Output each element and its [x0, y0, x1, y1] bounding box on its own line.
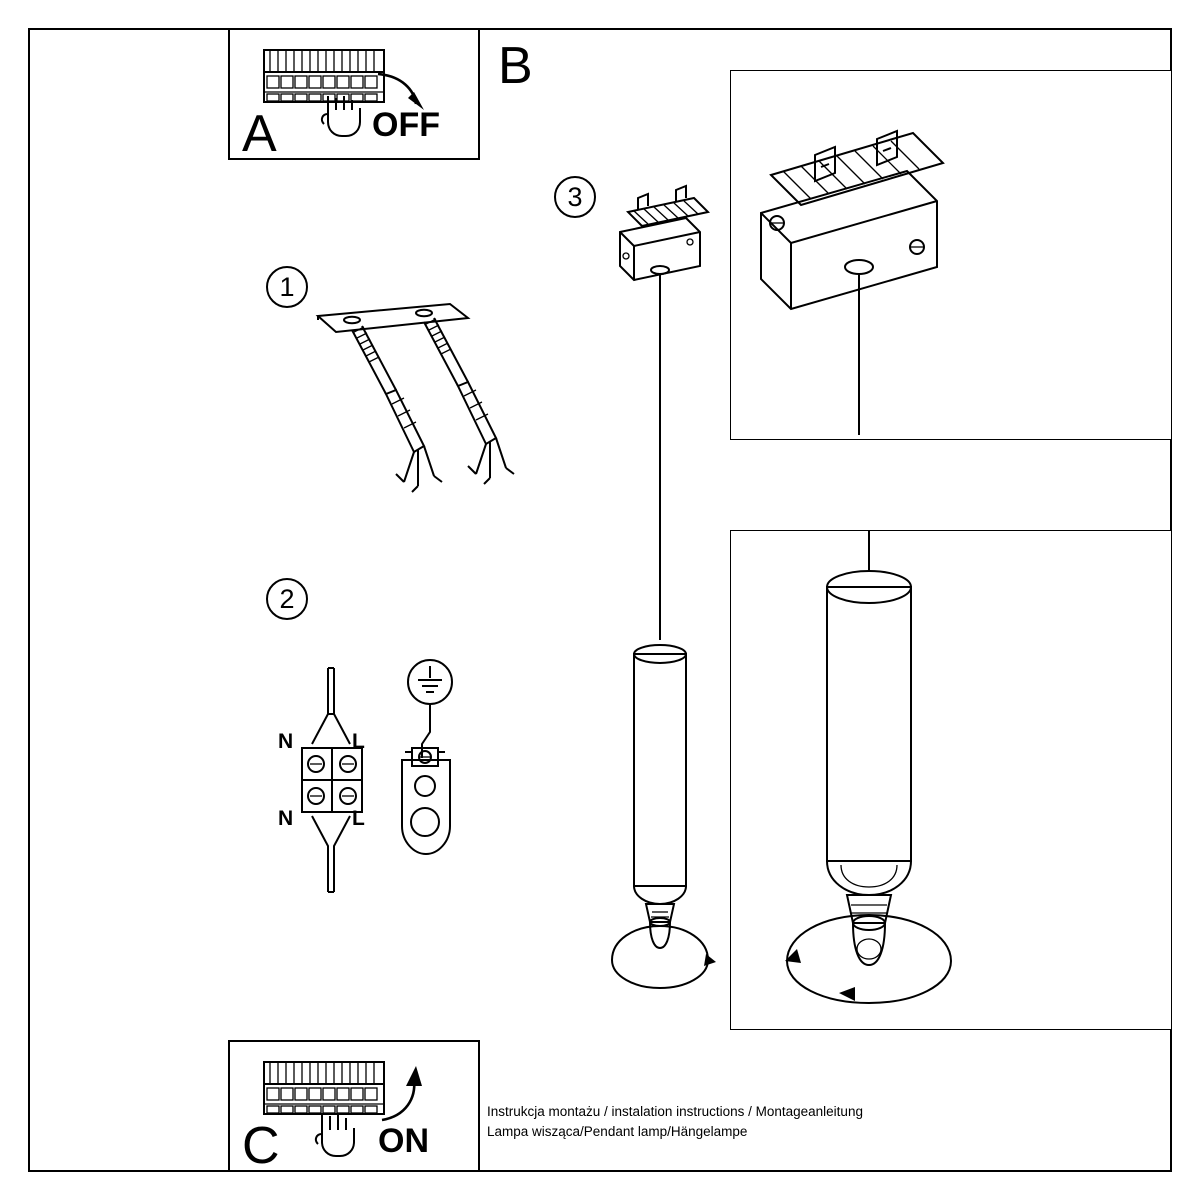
- curved-arrow-up-icon: [382, 1066, 422, 1120]
- earth-ground-icon: [408, 660, 452, 704]
- section-a-label: A: [242, 105, 277, 163]
- on-label: ON: [378, 1122, 429, 1160]
- circuit-breaker-on-illustration: [250, 1048, 440, 1168]
- step-2-number: 2: [279, 583, 295, 614]
- hand-pointing-icon: [316, 1114, 354, 1156]
- section-a-panel: [228, 28, 480, 163]
- terminal-label-n-bottom: N: [278, 807, 294, 830]
- footer-line-1: Instrukcja montażu / instalation instructions / Montageanleitung: [487, 1104, 863, 1119]
- terminal-label-n-top: N: [278, 730, 294, 753]
- section-c-panel: [228, 1040, 480, 1175]
- circuit-breaker-off-illustration: [250, 36, 440, 156]
- terminal-label-l-bottom: L: [352, 807, 365, 830]
- screw-2: [424, 318, 514, 484]
- detail-panel-lamp-head: [730, 530, 1172, 1030]
- step-3-number: 3: [567, 181, 583, 212]
- step-2-illustration: [272, 640, 502, 900]
- section-c-label: C: [242, 1117, 280, 1175]
- step-1-number: 1: [279, 271, 295, 302]
- off-label: OFF: [372, 106, 440, 144]
- detail-panel-bracket: [730, 70, 1172, 440]
- section-b-label: B: [498, 37, 533, 95]
- footer-block: [487, 1102, 907, 1141]
- screw-1: [352, 326, 442, 492]
- step-1-illustration: [300, 286, 560, 556]
- step-2-badge: [266, 578, 308, 620]
- rotation-arrow-icon: [612, 926, 716, 988]
- terminal-label-l-top: L: [352, 730, 365, 753]
- footer-line-2: Lampa wisząca/Pendant lamp/Hängelampe: [487, 1123, 748, 1139]
